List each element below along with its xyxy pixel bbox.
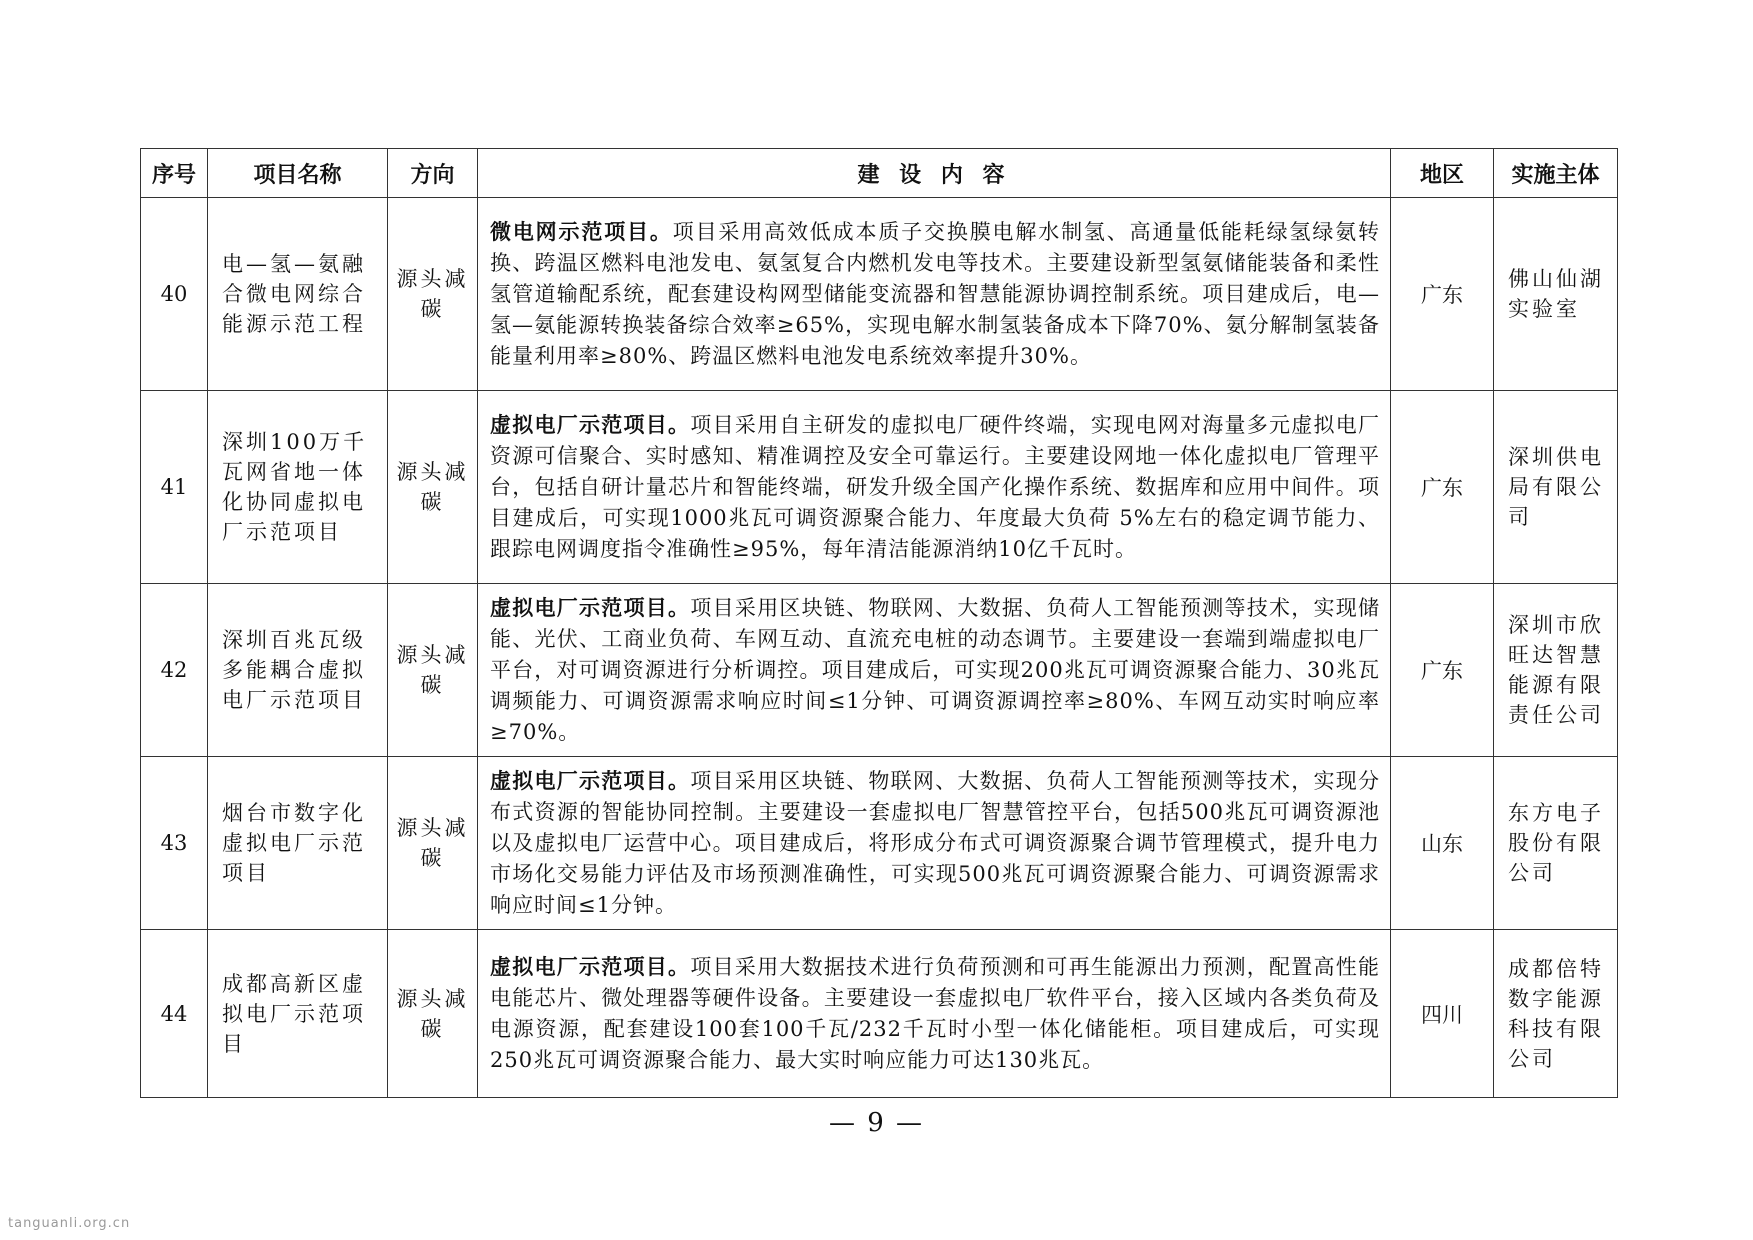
row-direction: 源头减碳 — [388, 757, 478, 930]
header-name: 项目名称 — [208, 149, 388, 198]
row-content — [478, 757, 1391, 930]
row-region: 广东 — [1391, 198, 1494, 391]
row-content-lead: 虚拟电厂示范项目。 — [490, 768, 691, 793]
row-entity: 佛山仙湖实验室 — [1494, 198, 1618, 391]
header-seq: 序号 — [141, 149, 208, 198]
row-content-lead: 虚拟电厂示范项目。 — [490, 595, 691, 620]
header-content: 建 设 内 容 — [478, 149, 1391, 198]
row-direction: 源头减碳 — [388, 930, 478, 1098]
row-direction: 源头减碳 — [388, 584, 478, 757]
page-number: — 9 — — [828, 1108, 925, 1138]
row-seq: 42 — [141, 584, 208, 757]
row-content — [478, 584, 1391, 757]
row-region: 山东 — [1391, 757, 1494, 930]
watermark: tanguanli.org.cn — [8, 1216, 131, 1231]
table-row — [141, 198, 1618, 391]
row-direction: 源头减碳 — [388, 198, 478, 391]
row-content-lead: 虚拟电厂示范项目。 — [490, 954, 691, 979]
row-seq: 43 — [141, 757, 208, 930]
row-direction: 源头减碳 — [388, 391, 478, 584]
row-region: 四川 — [1391, 930, 1494, 1098]
row-project-name: 深圳百兆瓦级多能耦合虚拟电厂示范项目 — [208, 584, 388, 757]
row-content-body: 项目采用区块链、物联网、大数据、负荷人工智能预测等技术，实现储能、光伏、工商业负荷、车网互动、直流充电桩的动态调节。主要建设一套端到端虚拟电厂平台，对可调资源进行分析调控。项目建成后，可实现200兆瓦可调资源聚合能力、30兆瓦调频能力、可调资源需求响应时间≤1分钟、可调资源调控率≥80%、车网互动实时响应率≥70%。 — [490, 596, 1381, 744]
table-row — [141, 757, 1618, 930]
row-content-body: 项目采用区块链、物联网、大数据、负荷人工智能预测等技术，实现分布式资源的智能协同控制。主要建设一套虚拟电厂智慧管控平台，包括500兆瓦可调资源池以及虚拟电厂运营中心。项目建成后，将形成分布式可调资源聚合调节管理模式，提升电力市场化交易能力评估及市场预测准确性，可实现500兆瓦可调资源聚合能力、可调资源需求响应时间≤1分钟。 — [490, 769, 1381, 917]
row-seq: 41 — [141, 391, 208, 584]
header-region: 地区 — [1391, 149, 1494, 198]
row-content-body: 项目采用高效低成本质子交换膜电解水制氢、高通量低能耗绿氢绿氨转换、跨温区燃料电池发电、氨氢复合内燃机发电等技术。主要建设新型氢氨储能装备和柔性氢管道输配系统，配套建设构网型储能变流器和智慧能源协调控制系统。项目建成后，电—氢—氨能源转换装备综合效率≥65%，实现电解水制氢装备成本下降70%、氨分解制氢装备能量利用率≥80%、跨温区燃料电池发电系统效率提升30%。 — [490, 220, 1381, 368]
row-entity: 东方电子股份有限公司 — [1494, 757, 1618, 930]
row-seq: 40 — [141, 198, 208, 391]
header-direction: 方向 — [388, 149, 478, 198]
row-content — [478, 391, 1391, 584]
row-project-name: 电—氢—氨融合微电网综合能源示范工程 — [208, 198, 388, 391]
row-region: 广东 — [1391, 391, 1494, 584]
table-header-row — [141, 149, 1618, 198]
row-region: 广东 — [1391, 584, 1494, 757]
row-content-lead: 虚拟电厂示范项目。 — [490, 412, 691, 437]
projects-table — [140, 148, 1618, 1098]
row-project-name: 成都高新区虚拟电厂示范项目 — [208, 930, 388, 1098]
row-content-body: 项目采用大数据技术进行负荷预测和可再生能源出力预测，配置高性能电能芯片、微处理器等硬件设备。主要建设一套虚拟电厂软件平台，接入区域内各类负荷及电源资源，配套建设100套100千瓦/232千瓦时小型一体化储能柜。项目建成后，可实现250兆瓦可调资源聚合能力、最大实时响应能力可达130兆瓦。 — [490, 955, 1381, 1072]
row-entity: 深圳市欣旺达智慧能源有限责任公司 — [1494, 584, 1618, 757]
table-row — [141, 930, 1618, 1098]
row-content — [478, 198, 1391, 391]
row-seq: 44 — [141, 930, 208, 1098]
row-content-body: 项目采用自主研发的虚拟电厂硬件终端，实现电网对海量多元虚拟电厂资源可信聚合、实时感知、精准调控及安全可靠运行。主要建设网地一体化虚拟电厂管理平台，包括自研计量芯片和智能终端，研发升级全国产化操作系统、数据库和应用中间件。项目建成后，可实现1000兆瓦可调资源聚合能力、年度最大负荷 5%左右的稳定调节能力、跟踪电网调度指令准确性≥95%，每年清洁能源消纳10亿千瓦时。 — [490, 413, 1381, 561]
row-entity: 成都倍特数字能源科技有限公司 — [1494, 930, 1618, 1098]
header-entity: 实施主体 — [1494, 149, 1618, 198]
table-row — [141, 391, 1618, 584]
row-content-lead: 微电网示范项目。 — [490, 219, 673, 244]
table-row — [141, 584, 1618, 757]
row-project-name: 深圳100万千瓦网省地一体化协同虚拟电厂示范项目 — [208, 391, 388, 584]
row-content — [478, 930, 1391, 1098]
row-project-name: 烟台市数字化虚拟电厂示范项目 — [208, 757, 388, 930]
row-entity: 深圳供电局有限公司 — [1494, 391, 1618, 584]
